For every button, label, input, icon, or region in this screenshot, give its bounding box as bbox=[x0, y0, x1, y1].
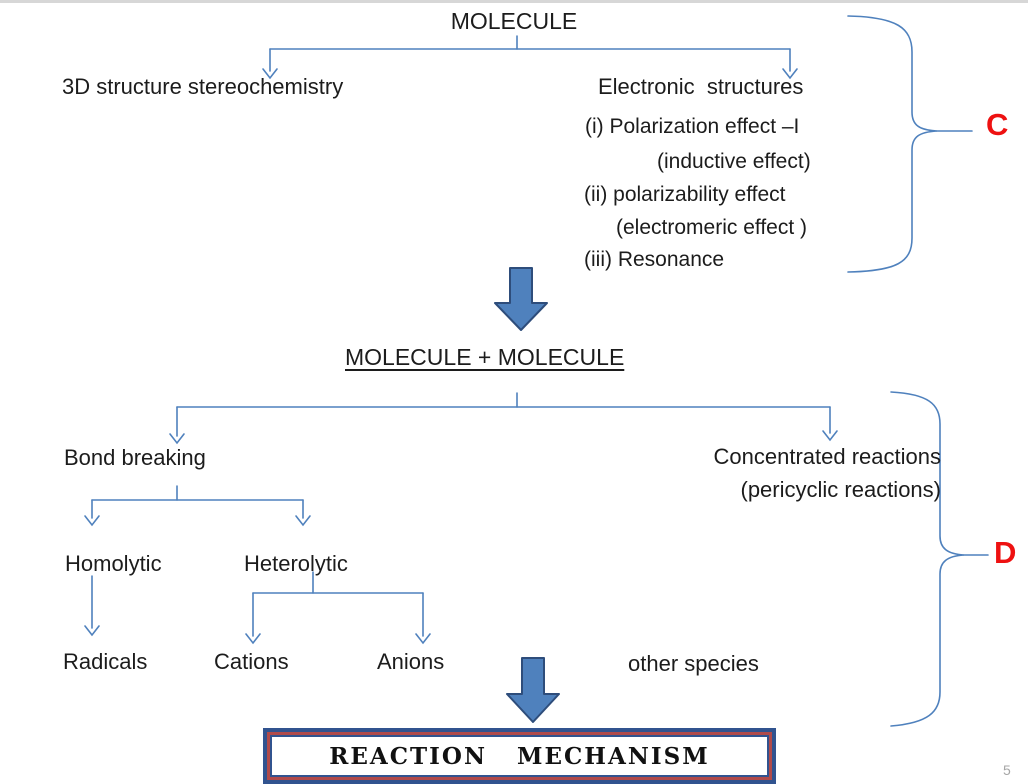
reaction-mechanism-label: REACTION MECHANISM bbox=[270, 735, 769, 777]
item-polarization-effect: (i) Polarization effect –I bbox=[585, 115, 800, 138]
block-down-arrow-bottom bbox=[507, 658, 559, 722]
node-3d-structure-stereochemistry: 3D structure stereochemistry bbox=[62, 74, 344, 99]
node-pericyclic-reactions: (pericyclic reactions) bbox=[740, 477, 941, 502]
brace-c-label: C bbox=[986, 107, 1009, 142]
brace-c bbox=[848, 16, 937, 272]
reaction-mechanism-box bbox=[263, 728, 776, 784]
node-anions: Anions bbox=[377, 649, 445, 674]
node-bond-breaking: Bond breaking bbox=[64, 445, 206, 470]
node-molecule-plus-molecule: MOLECULE + MOLECULE bbox=[345, 344, 625, 370]
reaction-mechanism-box-red-border bbox=[267, 732, 772, 780]
node-concentrated-reactions: Concentrated reactions bbox=[713, 444, 941, 469]
item-polarizability-effect: (ii) polarizability effect bbox=[584, 183, 786, 206]
brace-d-label: D bbox=[994, 535, 1017, 570]
node-other-species: other species bbox=[628, 651, 759, 676]
brace-d bbox=[891, 392, 964, 726]
page-number: 5 bbox=[1003, 762, 1011, 778]
item-resonance: (iii) Resonance bbox=[584, 248, 725, 271]
item-inductive-effect: (inductive effect) bbox=[657, 150, 811, 173]
node-radicals: Radicals bbox=[63, 649, 148, 674]
node-heterolytic: Heterolytic bbox=[244, 551, 348, 576]
item-electromeric-effect: (electromeric effect ) bbox=[616, 216, 807, 239]
node-molecule: MOLECULE bbox=[450, 8, 578, 34]
node-electronic-structures: Electronic structures bbox=[598, 74, 804, 99]
node-cations: Cations bbox=[214, 649, 289, 674]
block-down-arrow-top bbox=[495, 268, 547, 330]
node-homolytic: Homolytic bbox=[65, 551, 162, 576]
